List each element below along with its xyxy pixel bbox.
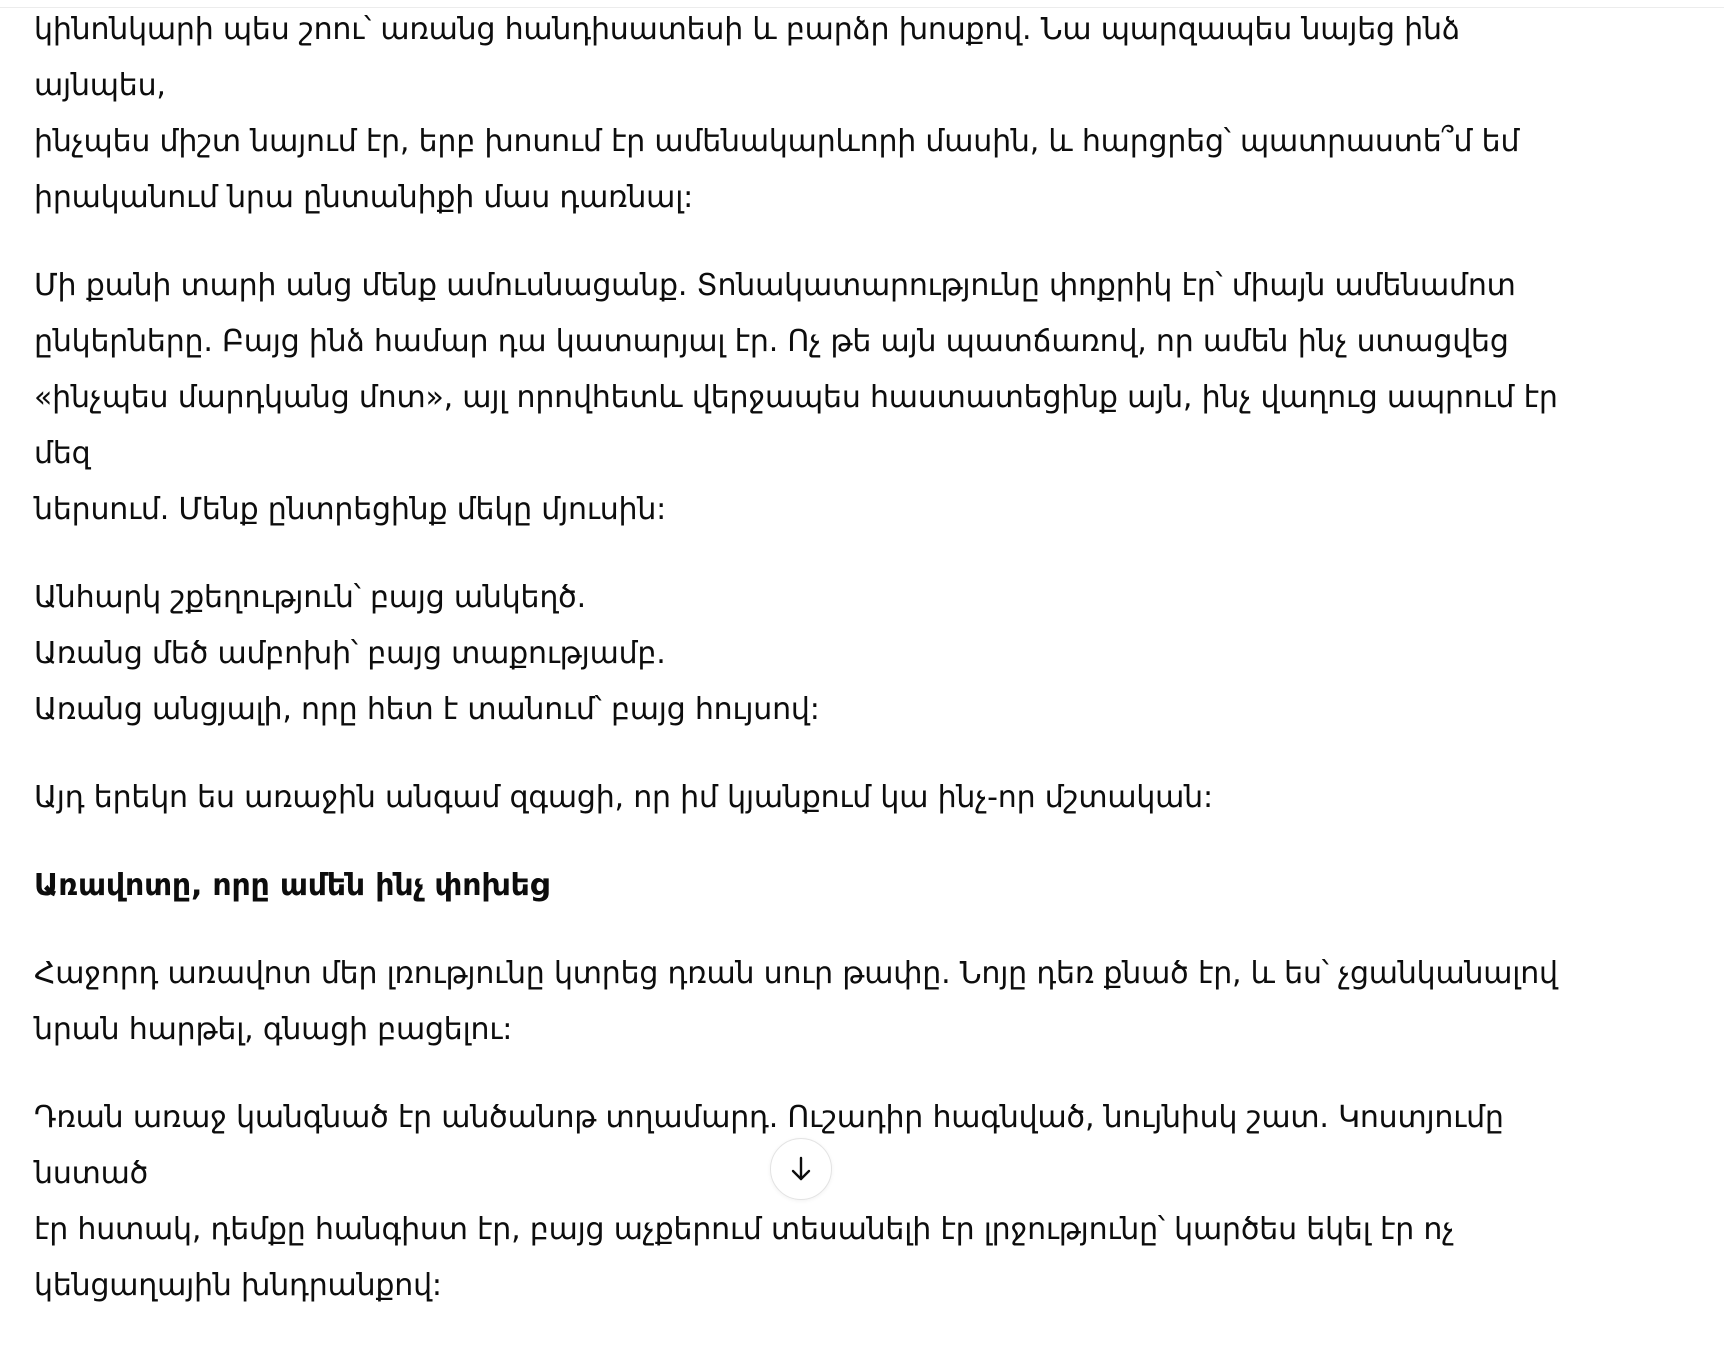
text-line: Մի քանի տարի անց մենք ամուսնացանք. Տոնակատարությունը փոքրիկ էր՝ միայն ամենամոտ bbox=[34, 268, 1516, 303]
text-line: «ինչպես մարդկանց մոտ», այլ որովհետև վերջապես հաստատեցինք այն, ինչ վաղուց ապրում էր մեզ bbox=[34, 380, 1558, 471]
arrow-down-icon bbox=[787, 1155, 815, 1183]
paragraph-6 bbox=[34, 1090, 1594, 1314]
text-line: Անհարկ շքեղություն՝ բայց անկեղծ. bbox=[34, 580, 586, 615]
paragraph-4 bbox=[34, 770, 1594, 826]
text-line: ընկերները. Բայց ինձ համար դա կատարյալ էր. Ոչ թե այն պատճառով, որ ամեն ինչ ստացվեց bbox=[34, 324, 1509, 359]
text-line: Այդ երեկո ես առաջին անգամ զգացի, որ իմ կյանքում կա ինչ-որ մշտական: bbox=[34, 780, 1213, 815]
text-line: Դռան առաջ կանգնած էր անծանոթ տղամարդ. Ուշադիր հագնված, նույնիսկ շատ. Կոստյումը նստած bbox=[34, 1100, 1504, 1191]
text-line: ներսում. Մենք ընտրեցինք մեկը մյուսին: bbox=[34, 492, 667, 527]
paragraph-2 bbox=[34, 258, 1594, 538]
text-line: էր հստակ, դեմքը հանգիստ էր, բայց աչքերում տեսանելի էր լրջությունը՝ կարծես եկել էր ոչ bbox=[34, 1212, 1455, 1247]
scroll-down-button[interactable] bbox=[770, 1138, 832, 1200]
text-line: նրան հարթել, գնացի բացելու: bbox=[34, 1012, 513, 1047]
paragraph-3 bbox=[34, 570, 1594, 738]
text-line: իրականում նրա ընտանիքի մաս դառնալ: bbox=[34, 180, 694, 215]
text-line: Առանց մեծ ամբոխի՝ բայց տաքությամբ. bbox=[34, 636, 666, 671]
text-line: կինոնկարի պես շոու՝ առանց հանդիսատեսի և բարձր խոսքով. Նա պարզապես նայեց ինձ այնպես, bbox=[34, 12, 1460, 103]
text-line: Հաջորդ առավոտ մեր լռությունը կտրեց դռան սուր թափը. Նոյը դեռ քնած էր, և ես՝ չցանկանալով bbox=[34, 956, 1558, 991]
paragraph-5 bbox=[34, 946, 1594, 1058]
text-line: կենցաղային խնդրանքով: bbox=[34, 1268, 442, 1303]
text-line: Առանց անցյալի, որը հետ է տանում՝ բայց հույսով: bbox=[34, 692, 820, 727]
text-line: ինչպես միշտ նայում էր, երբ խոսում էր ամենակարևորի մասին, և հարցրեց՝ պատրաստե՞մ եմ bbox=[34, 124, 1520, 159]
section-heading: Առավոտը, որը ամեն ինչ փոխեց bbox=[34, 868, 549, 903]
paragraph-1 bbox=[34, 2, 1594, 226]
